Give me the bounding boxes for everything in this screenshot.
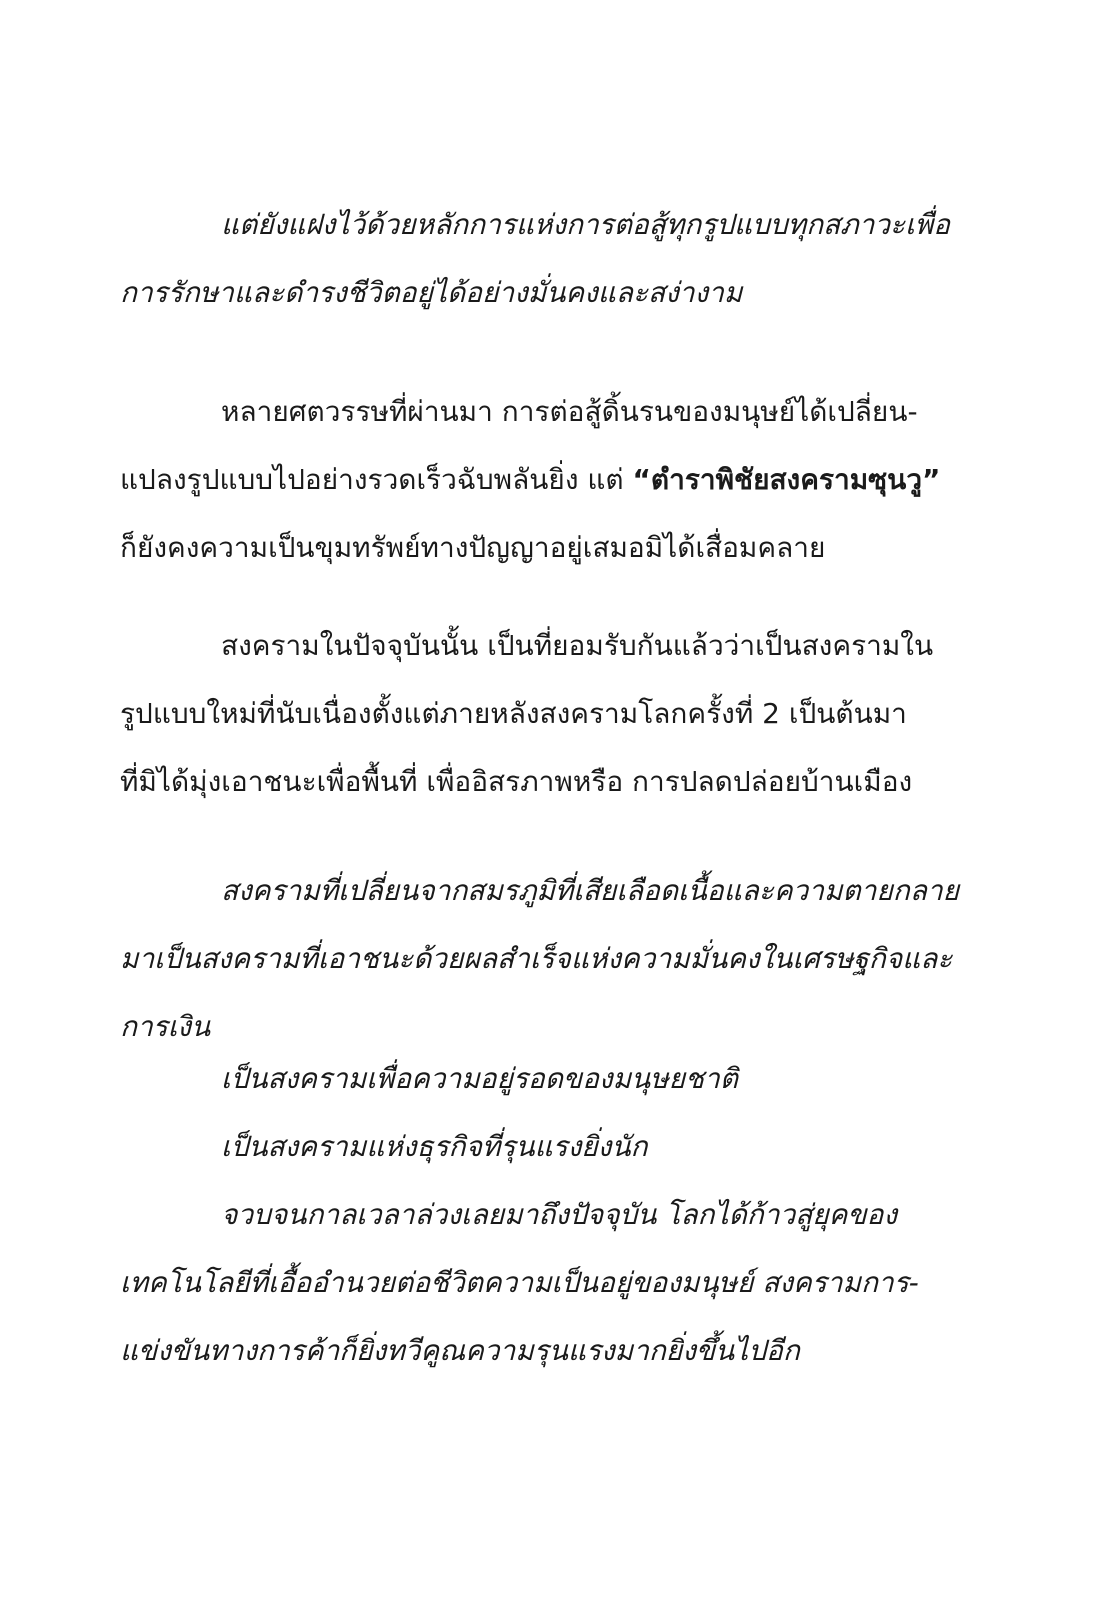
paragraph-6-line-1: เป็นสงครามแห่งธุรกิจที่รุนแรงยิ่งนัก xyxy=(221,1130,648,1163)
paragraph-3-line-2: รูปแบบใหม่ที่นับเนื่องตั้งแต่ภายหลังสงครามโลกครั้งที่ 2 เป็นต้นมา xyxy=(120,697,907,730)
paragraph-1 xyxy=(120,191,968,327)
paragraph-4-line-1: สงครามที่เปลี่ยนจากสมรภูมิที่เสียเลือดเนื้อและความตายกลาย xyxy=(221,874,960,907)
paragraph-3 xyxy=(120,612,968,816)
paragraph-4-line-2: มาเป็นสงครามที่เอาชนะด้วยผลสำเร็จแห่งความมั่นคงในเศรษฐกิจและ xyxy=(120,942,953,975)
paragraph-4-line-3: การเงิน xyxy=(120,1010,211,1043)
paragraph-7 xyxy=(120,1181,968,1385)
paragraph-5 xyxy=(120,1045,968,1113)
paragraph-2 xyxy=(120,378,968,582)
paragraph-6 xyxy=(120,1113,968,1181)
paragraph-5-line-1: เป็นสงครามเพื่อความอยู่รอดของมนุษยชาติ xyxy=(221,1062,738,1095)
paragraph-2-line-1: หลายศตวรรษที่ผ่านมา การต่อสู้ดิ้นรนของมนุษย์ได้เปลี่ยน- xyxy=(221,395,918,428)
paragraph-1-line-2: การรักษาและดำรงชีวิตอยู่ได้อย่างมั่นคงและสง่างาม xyxy=(120,276,743,309)
paragraph-3-line-1: สงครามในปัจจุบันนั้น เป็นที่ยอมรับกันแล้วว่าเป็นสงครามใน xyxy=(221,629,934,662)
paragraph-3-line-3: ที่มิได้มุ่งเอาชนะเพื่อพื้นที่ เพื่ออิสรภาพหรือ การปลดปล่อยบ้านเมือง xyxy=(120,765,913,798)
paragraph-1-line-1: แต่ยังแฝงไว้ด้วยหลักการแห่งการต่อสู้ทุกรูปแบบทุกสภาวะเพื่อ xyxy=(221,208,950,241)
paragraph-7-line-2: เทคโนโลยีที่เอื้ออำนวยต่อชีวิตความเป็นอยู่ของมนุษย์ สงครามการ- xyxy=(120,1266,919,1299)
paragraph-2-line-2 xyxy=(120,446,968,514)
paragraph-7-line-3: แข่งขันทางการค้าก็ยิ่งทวีคูณความรุนแรงมากยิ่งขึ้นไปอีก xyxy=(120,1334,800,1367)
paragraph-7-line-1: จวบจนกาลเวลาล่วงเลยมาถึงปัจจุบัน โลกได้ก้าวสู่ยุคของ xyxy=(221,1198,898,1231)
paragraph-2-line-3: ก็ยังคงความเป็นขุมทรัพย์ทางปัญญาอยู่เสมอมิได้เสื่อมคลาย xyxy=(120,531,826,564)
book-title: “ตำราพิชัยสงครามซุนวู” xyxy=(632,463,941,496)
paragraph-4 xyxy=(120,857,968,1061)
paragraph-2-line-2-text: แปลงรูปแบบไปอย่างรวดเร็วฉับพลันยิ่ง แต่ xyxy=(120,463,633,496)
